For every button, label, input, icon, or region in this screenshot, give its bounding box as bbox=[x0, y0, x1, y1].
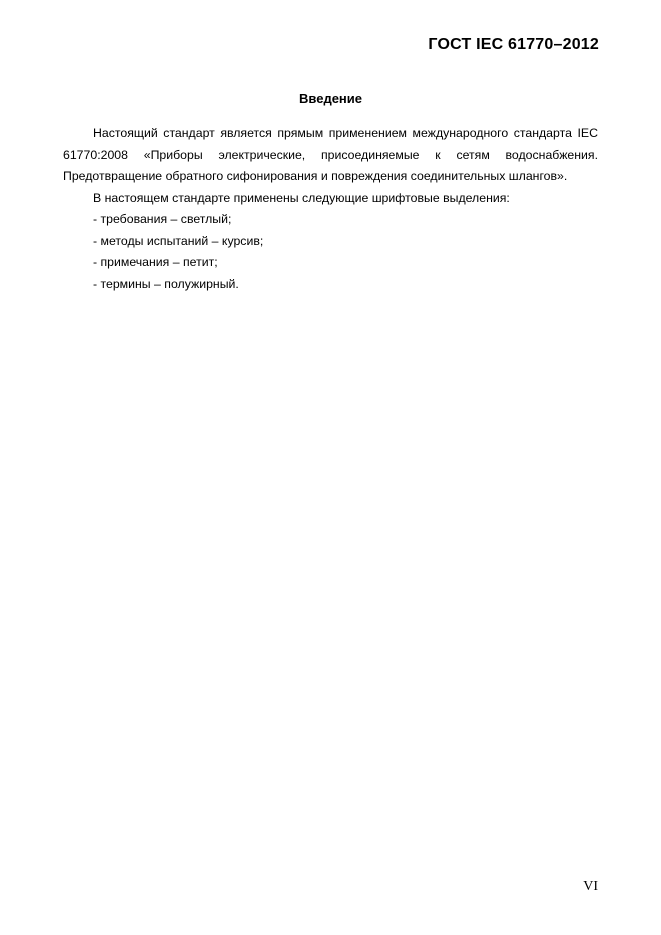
list-item-test-methods: - методы испытаний – курсив; bbox=[93, 233, 264, 248]
document-designation: ГОСТ IEC 61770–2012 bbox=[428, 36, 599, 53]
intro-paragraph: Настоящий стандарт является прямым применением международного стандарта IEC 61770:2008 «Приборы электрические, присоединяемые к сетям водоснабжения. Предотвращение обратного сифонирования и повреждения соединительных шлангов». bbox=[63, 126, 598, 183]
list-item-requirements: - требования – светлый; bbox=[93, 212, 232, 226]
introduction-body bbox=[63, 123, 598, 295]
list-item-terms: - термины – полужирный. bbox=[93, 276, 239, 291]
list-item-notes: - примечания – петит; bbox=[93, 255, 218, 269]
page-number: VI bbox=[583, 879, 598, 894]
section-title: Введение bbox=[299, 91, 362, 106]
font-conventions-paragraph: В настоящем стандарте применены следующие шрифтовые выделения: bbox=[93, 190, 510, 205]
